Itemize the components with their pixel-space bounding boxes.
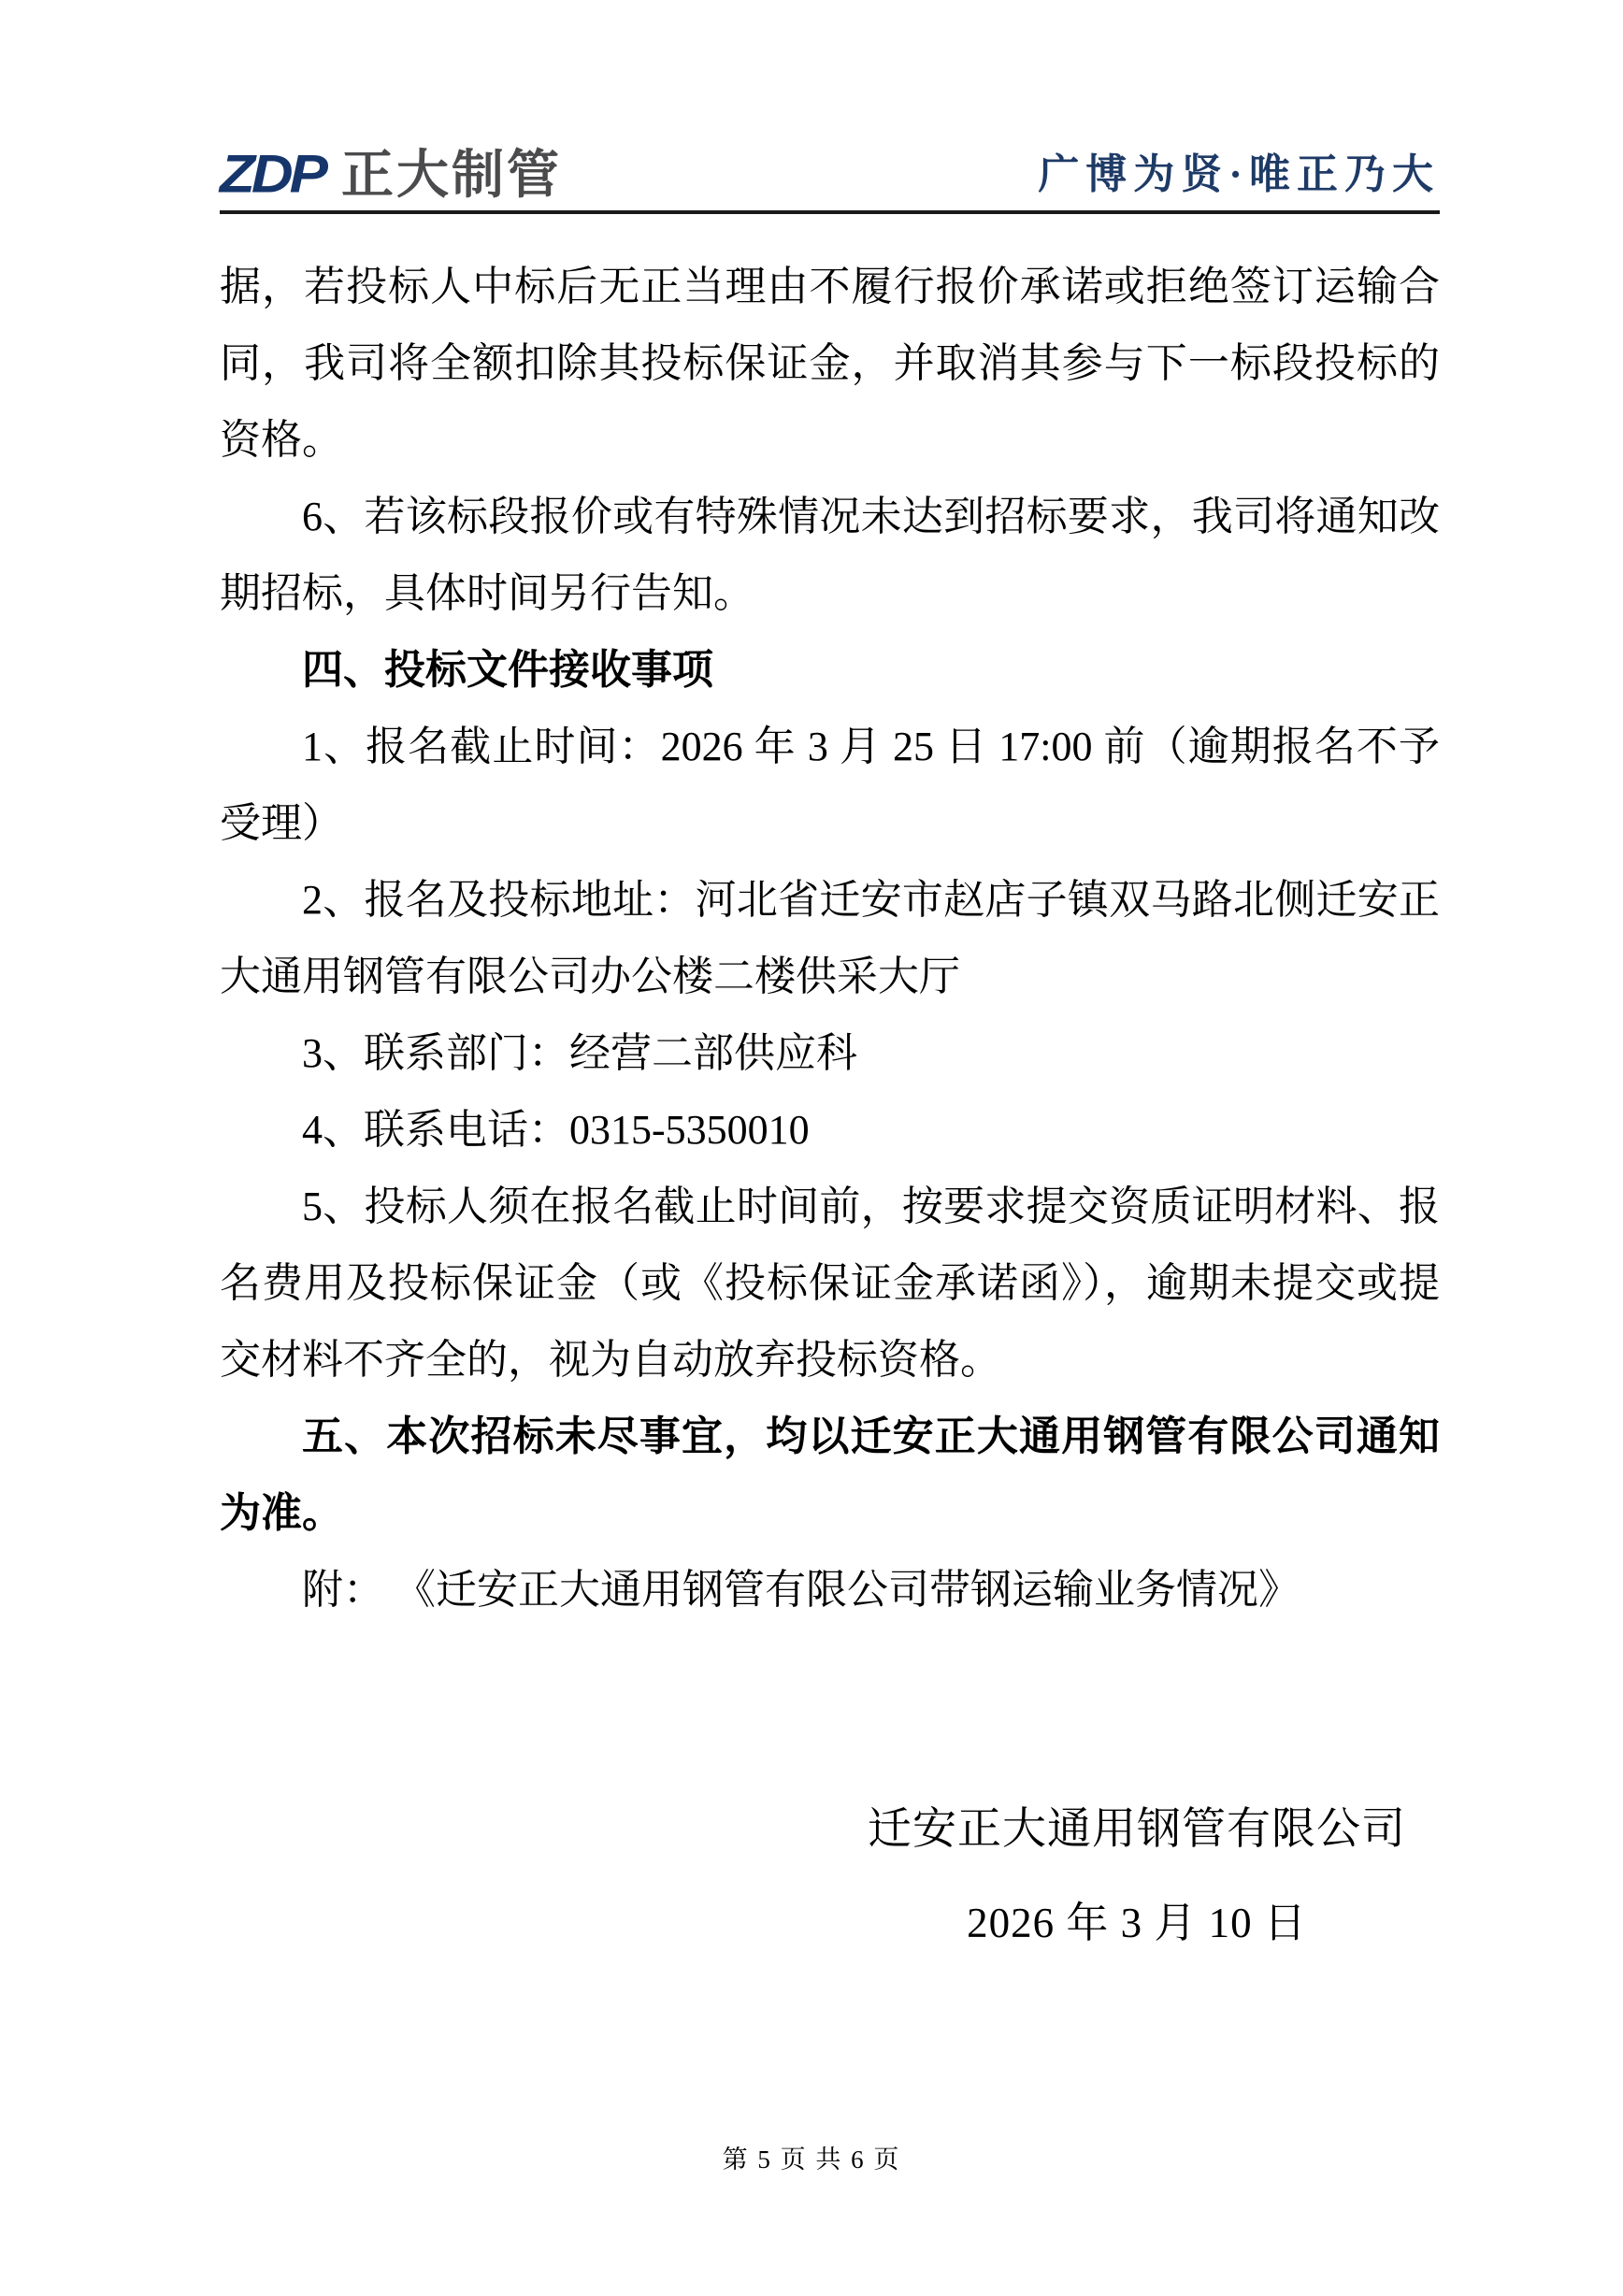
company-logo	[220, 146, 562, 204]
signature-date: 2026 年 3 月 10 日	[967, 1899, 1307, 1946]
company-logo-name: 正大制管	[341, 145, 562, 204]
para-item-5-materials: 5、投标人须在报名截止时间前，按要求提交资质证明材料、报名费用及投标保证金（或《投标保证金承诺函》），逾期未提交或提交材料不齐全的，视为自动放弃投标资格。	[220, 1184, 1440, 1383]
para-deposit-forfeit: 据，若投标人中标后无正当理由不履行报价承诺或拒绝签订运输合同，我司将全额扣除其投标保证金，并取消其参与下一标段投标的资格。	[220, 264, 1440, 463]
document-body	[220, 249, 1440, 1629]
header-slogan: 广博为贤·唯正乃大	[1038, 151, 1440, 197]
header-rule	[220, 210, 1440, 214]
para-item-3-department: 3、联系部门：经营二部供应科	[302, 1030, 857, 1076]
signature-company: 迁安正大通用钢管有限公司	[868, 1805, 1406, 1854]
heading-section-4-bid-reception: 四、投标文件接收事项	[302, 647, 713, 693]
letterhead	[220, 138, 1440, 211]
page-footer	[0, 2139, 1623, 2175]
page-number: 第 5 页 共 6 页	[722, 2145, 901, 2174]
signature-block	[868, 1806, 1406, 1946]
zdp-logo-mark: ZDP	[220, 144, 324, 205]
heading-section-5-final-notice: 五、本次招标未尽事宜，均以迁安正大通用钢管有限公司通知为准。	[220, 1413, 1440, 1536]
para-attachment-note: 附： 《迁安正大通用钢管有限公司带钢运输业务情况》	[302, 1567, 1300, 1613]
para-item-1-deadline: 1、报名截止时间：2026 年 3 月 25 日 17:00 前（逾期报名不予受理）	[220, 724, 1440, 846]
para-item-6-reschedule: 6、若该标段报价或有特殊情况未达到招标要求，我司将通知改期招标，具体时间另行告知。	[220, 494, 1440, 616]
para-item-4-phone: 4、联系电话：0315-5350010	[302, 1107, 810, 1153]
para-item-2-address: 2、报名及投标地址：河北省迁安市赵店子镇双马路北侧迁安正大通用钢管有限公司办公楼二楼供采大厅	[220, 877, 1440, 999]
